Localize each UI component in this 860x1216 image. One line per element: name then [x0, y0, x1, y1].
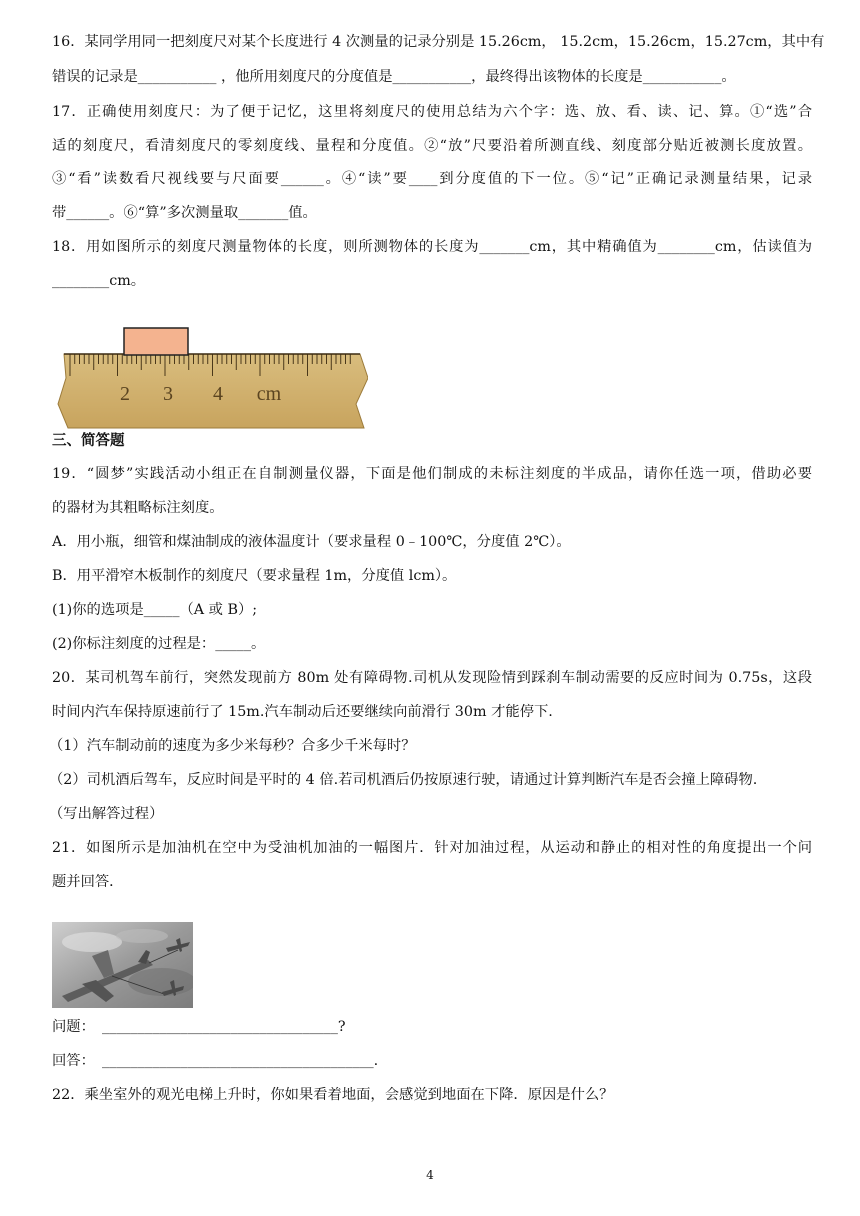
q18-line-2: ________cm。: [52, 273, 146, 289]
q20-sub-2: （2）司机酒后驾车，反应时间是平时的 4 倍.若司机酒后仍按原速行驶，请通过计算判断汽车是否会撞上障碍物.: [49, 772, 758, 788]
q19-line-2: 的器材为其粗略标注刻度。: [52, 500, 224, 516]
q21-question-line: 问题： _________________________________?: [52, 1019, 346, 1035]
q17-line-4: 带______。⑥“算”多次测量取_______值。: [52, 205, 317, 221]
q20-sub-1: （1）汽车制动前的速度为多少米每秒？合多少千米每时？: [49, 738, 416, 754]
ruler-label-3: 3: [163, 383, 173, 405]
q19-option-b: B．用平滑窄木板制作的刻度尺（要求量程 1m，分度值 lcm）。: [52, 568, 457, 584]
measured-block: [124, 328, 188, 355]
q16-line-2: 错误的记录是___________ ，他所用刻度尺的分度值是___________，最终得出该物体的长度是___________。: [52, 69, 736, 85]
ruler-figure: [52, 326, 368, 432]
q19-sub-2: (2)你标注刻度的过程是：_____。: [52, 636, 266, 652]
q20-sub-3: （写出解答过程）: [49, 806, 164, 822]
page-number: 4: [426, 1168, 434, 1182]
q19-line-1: 19．“圆梦”实践活动小组正在自制测量仪器，下面是他们制成的未标注刻度的半成品，请你任选一项，借助必要: [52, 466, 812, 482]
ruler-unit-cm: cm: [256, 383, 282, 405]
q22-line-1: 22．乘坐室外的观光电梯上升时，你如果看着地面，会感觉到地面在下降．原因是什么？: [52, 1087, 614, 1103]
refueling-aircraft-image: [52, 922, 193, 1008]
q21-line-1: 21．如图所示是加油机在空中为受油机加油的一幅图片．针对加油过程，从运动和静止的相对性的角度提出一个问: [52, 840, 812, 856]
q20-line-1: 20．某司机驾车前行，突然发现前方 80m 处有障碍物.司机从发现险情到踩刹车制动需要的反应时间为 0.75s，这段: [52, 670, 812, 686]
q21-line-2: 题并回答．: [52, 874, 124, 890]
q18-line-1: 18．用如图所示的刻度尺测量物体的长度，则所测物体的长度为_______cm，其中精确值为________cm，估读值为: [52, 239, 812, 255]
q17-line-1: 17．正确使用刻度尺：为了便于记忆，这里将刻度尺的使用总结为六个字：选、放、看、读、记、算。①“选”合: [52, 104, 812, 120]
q21-answer-line: 回答： ______________________________________.: [52, 1053, 379, 1069]
q17-line-2: 适的刻度尺，看清刻度尺的零刻度线、量程和分度值。②“放”尺要沿着所测直线、刻度部分贴近被测长度放置。: [52, 138, 812, 154]
section-heading-short-answer: 三、简答题: [52, 433, 125, 449]
q19-sub-1: (1)你的选项是_____（A 或 B）;: [52, 602, 258, 618]
ruler-label-4: 4: [213, 383, 223, 405]
ruler-label-2: 2: [120, 383, 130, 405]
q17-line-3: ③“看”读数看尺视线要与尺面要______。④“读”要____到分度值的下一位。⑤“记”正确记录测量结果，记录: [52, 171, 812, 187]
q16-line-1: 16．某同学用同一把刻度尺对某个长度进行 4 次测量的记录分别是 15.26cm， 15.2cm，15.26cm，15.27cm，其中有: [52, 34, 825, 50]
q19-option-a: A．用小瓶，细管和煤油制成的液体温度计（要求量程 0﹣100℃，分度值 2℃）。: [52, 534, 571, 550]
q20-line-2: 时间内汽车保持原速前行了 15m.汽车制动后还要继续向前滑行 30m 才能停下.: [52, 704, 553, 720]
